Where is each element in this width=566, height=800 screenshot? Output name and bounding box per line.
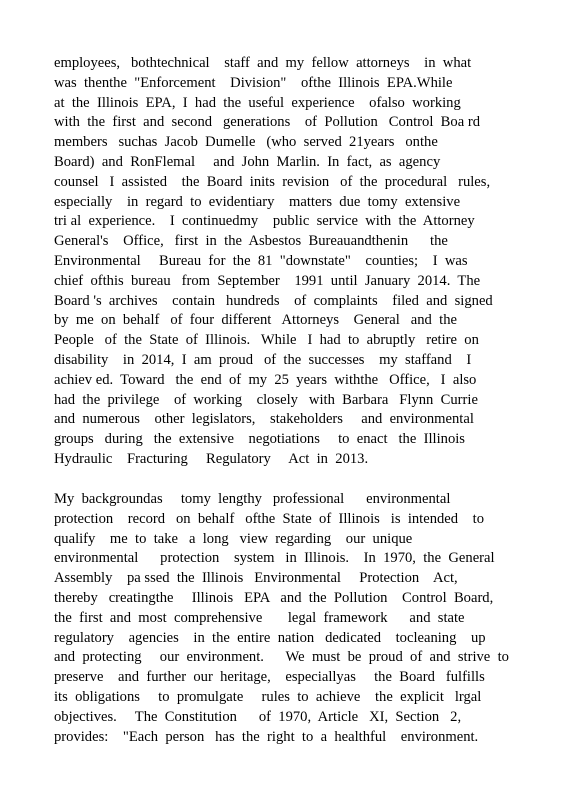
text-line: had the privilege of working closely with Barbara Flynn Currie <box>54 391 478 408</box>
text-line: members suchas Jacob Dumelle (who served 21years onthe <box>54 134 438 151</box>
text-line: Environmental Bureau for the 81 "downstate" counties; I was <box>54 252 468 269</box>
text-line: protection record on behalf ofthe State of Illinois is intended to <box>54 510 485 527</box>
text-line: with the first and second generations of Pollution Control Boa rd <box>54 114 480 131</box>
text-line: groups during the extensive negotiations to enact the Illinois <box>54 431 465 448</box>
text-line: its obligations to promulgate rules to achieve the explicit lrgal <box>54 688 482 705</box>
text-line: tri al experience. I continuedmy public service with the Attorney <box>54 213 475 230</box>
text-line: Board 's archives contain hundreds of complaints filed and signed <box>54 292 493 309</box>
text-line: environmental protection system in Illinois. In 1970, the General <box>54 550 495 567</box>
text-line: and protecting our environment. We must be proud of and strive to <box>54 649 509 666</box>
text-line: thereby creatingthe Illinois EPA and the Pollution Control Board, <box>54 589 494 606</box>
text-line: employees, bothtechnical staff and my fellow attorneys in what <box>54 55 472 71</box>
text-line: qualify me to take a long view regarding our unique <box>54 530 413 547</box>
text-line: achiev ed. Toward the end of my 25 years withthe Office, I also <box>54 371 477 388</box>
text-line: provides: "Each person has the right to a healthful environment. <box>54 728 479 745</box>
text-line: People of the State of Illinois. While I had to abruptly retire on <box>54 332 479 349</box>
text-line: disability in 2014, I am proud of the successes my staffand I <box>54 351 472 368</box>
text-line: was thenthe "Enforcement Division" ofthe Illinois EPA.While <box>54 74 453 91</box>
text-line: Assembly pa ssed the Illinois Environmental Protection Act, <box>54 570 458 587</box>
text-line: especially in regard to evidentiary matters due tomy extensive <box>54 193 461 210</box>
text-line: by me on behalf of four different Attorneys General and the <box>54 312 457 329</box>
text-line: Hydraulic Fracturing Regulatory Act in 2013. <box>54 450 369 467</box>
text-line: My backgroundas tomy lengthy professional environmental <box>54 491 451 507</box>
text-line: counsel I assisted the Board inits revision of the procedural rules, <box>54 173 491 190</box>
text-line: preserve and further our heritage, especiallyas the Board fulfills <box>54 669 485 686</box>
paragraph-1 <box>54 54 524 470</box>
text-line: Board) and RonFlemal and John Marlin. In fact, as agency <box>54 153 441 170</box>
text-line: chief ofthis bureau from September 1991 until January 2014. The <box>54 272 481 289</box>
text-line: and numerous other legislators, stakeholders and environmental <box>54 411 474 428</box>
text-line: General's Office, first in the Asbestos Bureauandthenin the <box>54 233 448 250</box>
text-line: objectives. The Constitution of 1970, Article XI, Section 2, <box>54 708 462 725</box>
text-line: the first and most comprehensive legal framework and state <box>54 609 465 626</box>
text-line: regulatory agencies in the entire nation dedicated tocleaning up <box>54 629 486 646</box>
text-line: at the Illinois EPA, I had the useful experience ofalso working <box>54 94 461 111</box>
paragraph-2 <box>54 490 524 747</box>
